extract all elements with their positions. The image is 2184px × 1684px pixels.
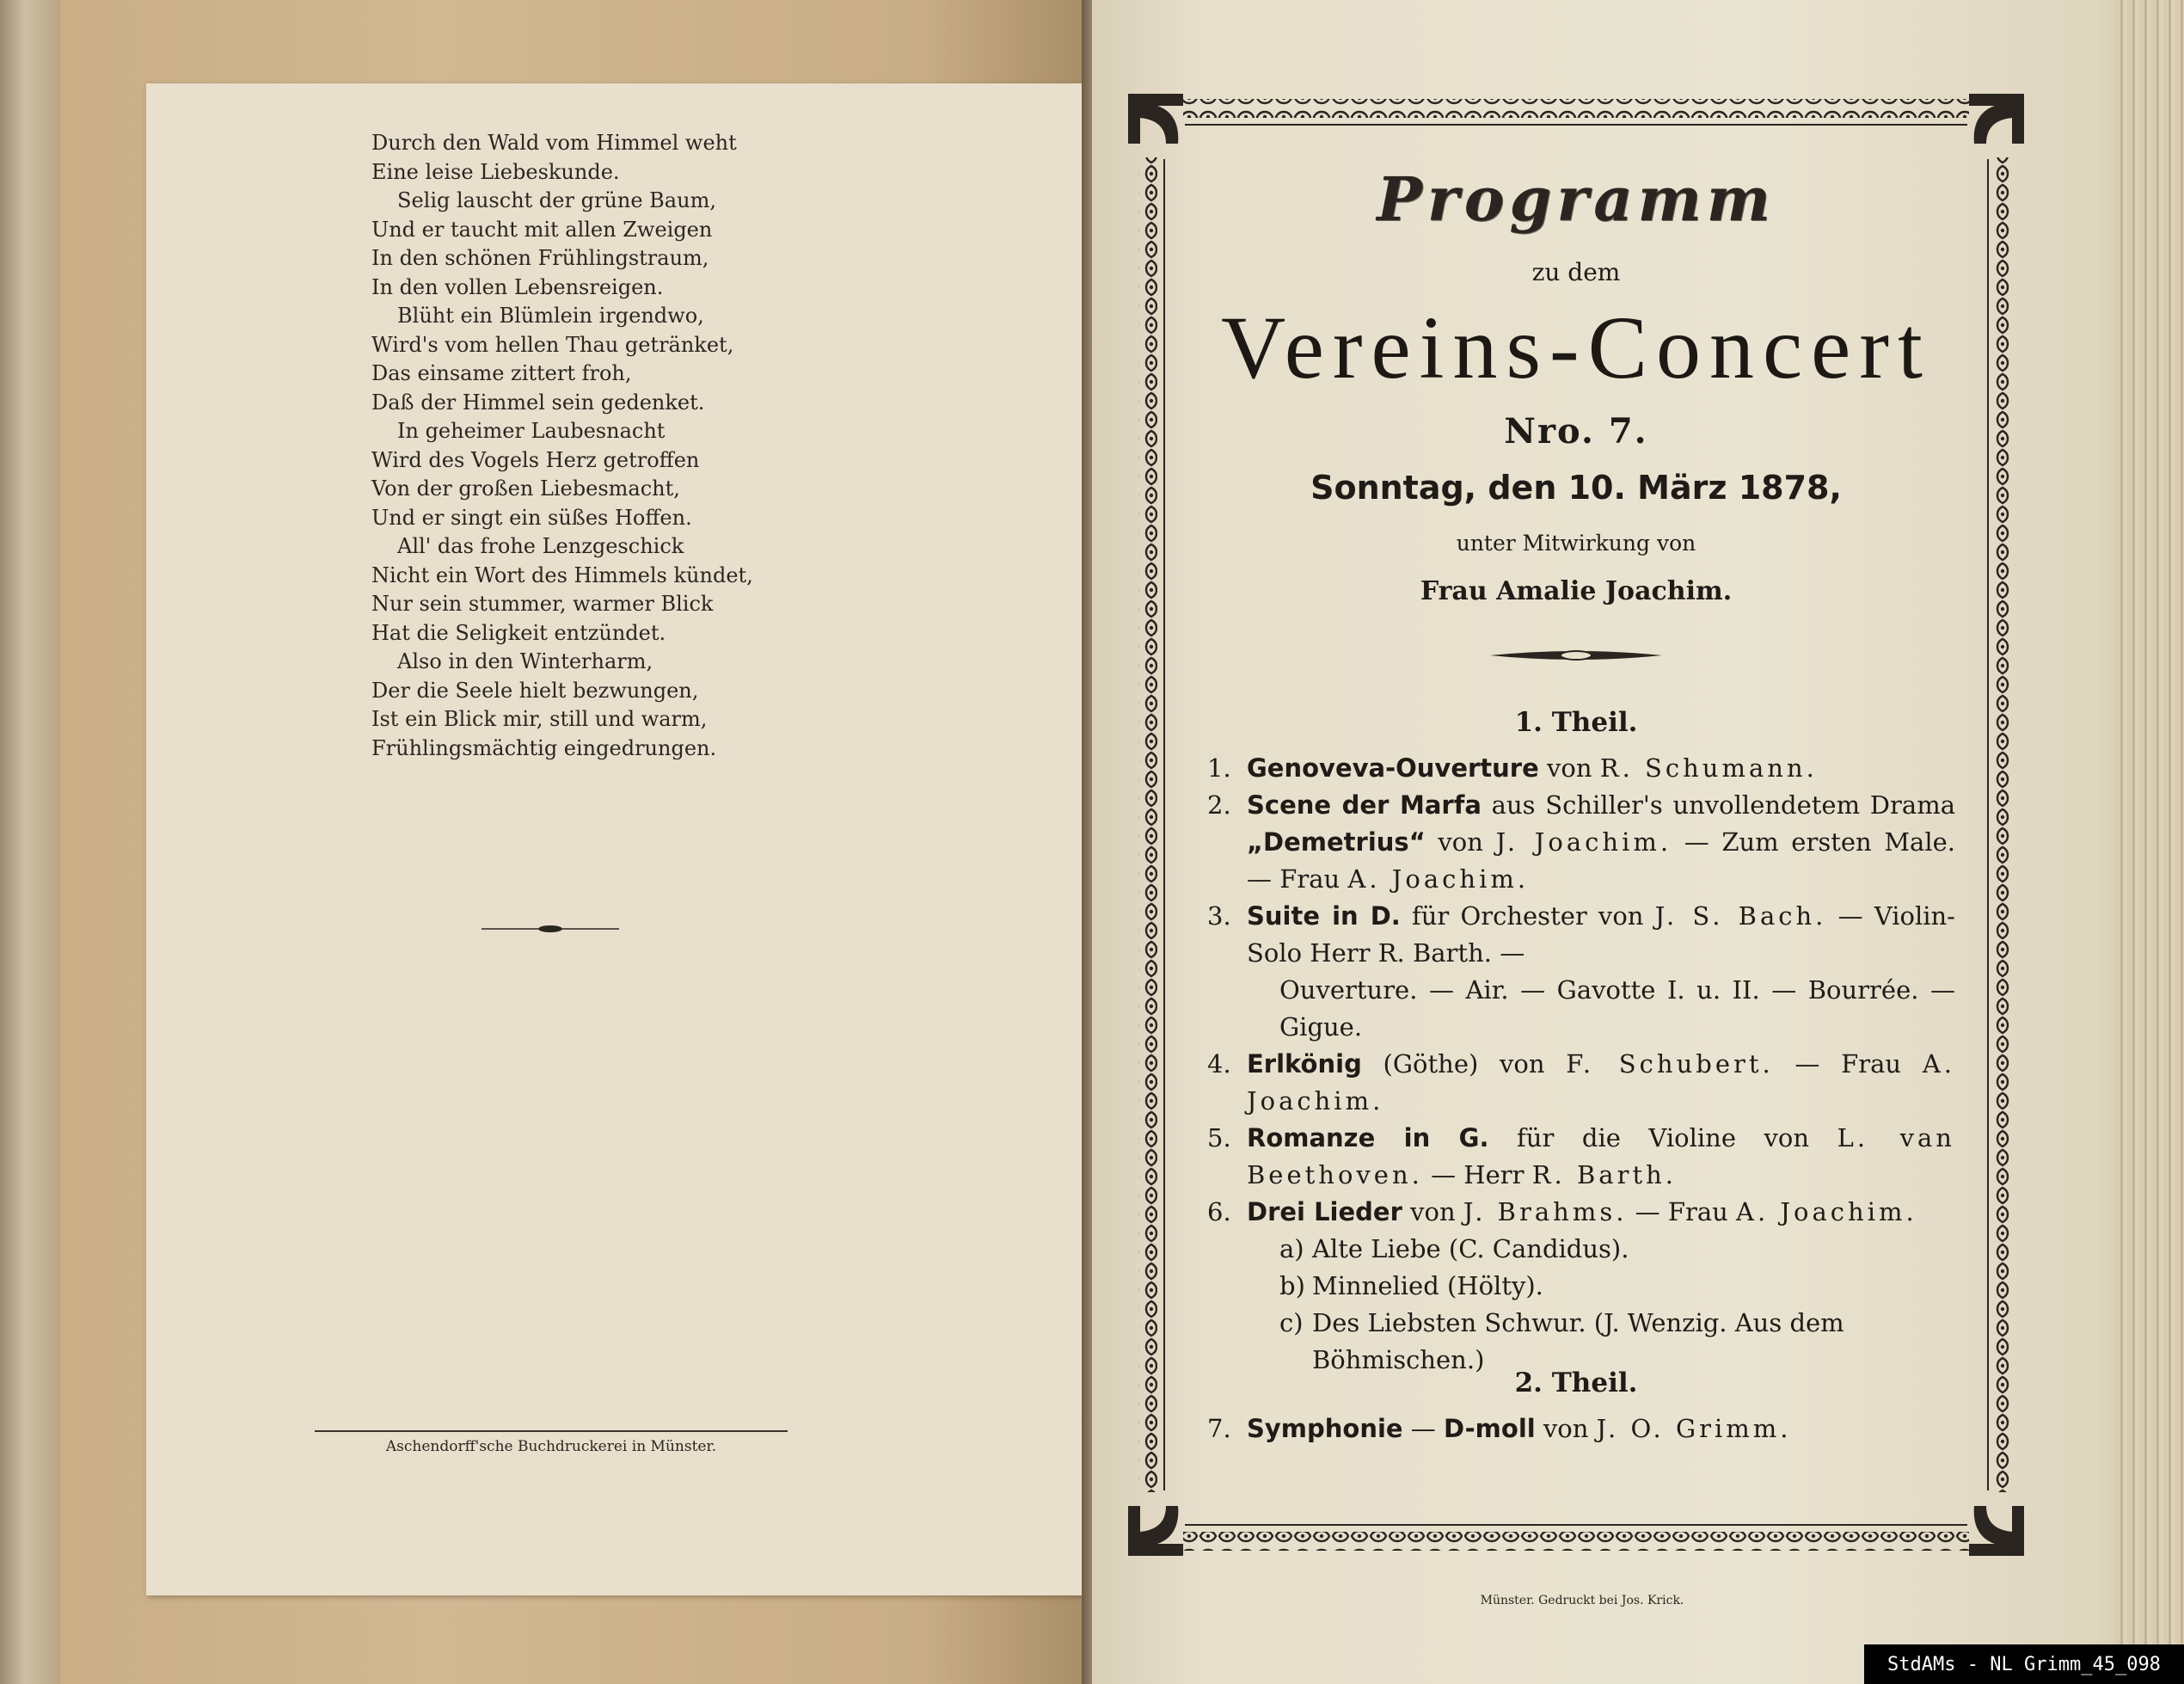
- work-title: Erlkönig: [1247, 1049, 1362, 1079]
- song-label: c): [1279, 1308, 1304, 1337]
- item-text: — Zum ersten Male. — Frau: [1247, 827, 1955, 894]
- item-number: 1.: [1207, 753, 1231, 783]
- item-text: — Violin-Solo Herr: [1247, 901, 1955, 968]
- poem-stanza: [371, 187, 853, 302]
- poem-stanza: [371, 129, 853, 187]
- poem-line: In den schönen Frühlingstraum,: [371, 246, 709, 270]
- song-title: Alte Liebe (C. Candidus).: [1312, 1234, 1629, 1263]
- item-body: [1207, 1411, 1955, 1447]
- program-list: [1207, 750, 1955, 1379]
- drama-title: „Demetrius“: [1247, 827, 1426, 857]
- poem-line: Und er taucht mit allen Zweigen: [371, 217, 713, 242]
- program-item: [1207, 787, 1955, 898]
- poem-line: In den vollen Lebensreigen.: [371, 274, 664, 299]
- item-number: 2.: [1207, 790, 1231, 820]
- divider-ornament-icon: [482, 920, 619, 937]
- composer: F. Schubert.: [1566, 1049, 1774, 1079]
- item-text: aus Schiller's unvollendetem Drama: [1481, 790, 1955, 820]
- page-edges: [2115, 0, 2184, 1684]
- poem-line: Also in den Winterharm,: [397, 649, 653, 673]
- poem-line: Nur sein stummer, warmer Blick: [371, 592, 714, 616]
- part-one-heading: 1. Theil.: [1514, 707, 1638, 738]
- song-title: Des Liebsten Schwur. (J. Wenzig. Aus dem Böhmischen.): [1312, 1308, 1844, 1374]
- poem-line: Blüht ein Blümlein irgendwo,: [397, 304, 704, 328]
- soloist-name: Frau Amalie Joachim.: [1420, 576, 1733, 606]
- item-text: —: [1402, 1414, 1445, 1443]
- poem-line: Wird des Vogels Herz getroffen: [371, 447, 700, 472]
- item-text: (Göthe) von: [1361, 1049, 1567, 1079]
- program-item: [1207, 1046, 1955, 1120]
- song-label: a): [1279, 1234, 1304, 1263]
- poem-line: All' das frohe Lenzgeschick: [397, 534, 684, 558]
- item-number: 5.: [1207, 1123, 1231, 1152]
- poem-line: Frühlingsmächtig eingedrungen.: [371, 735, 717, 760]
- part-two-heading: 2. Theil.: [1514, 1367, 1638, 1398]
- poem-line: Und er singt ein süßes Hoffen.: [371, 505, 692, 530]
- song-title: Minnelied (Hölty).: [1312, 1271, 1543, 1300]
- composer: J. S. Bach.: [1654, 901, 1827, 931]
- item-number: 3.: [1207, 901, 1231, 931]
- composer: L. van Beethoven.: [1247, 1123, 1955, 1189]
- poem-line: Daß der Himmel sein gedenket.: [371, 390, 705, 415]
- composer: J. O. Grimm.: [1596, 1414, 1792, 1443]
- subtitle-zu-dem: zu dem: [1531, 258, 1621, 286]
- right-printer-imprint: Münster. Gedruckt bei Jos. Krick.: [1480, 1594, 1684, 1607]
- poem-line: Von der großen Liebesmacht,: [371, 476, 680, 501]
- item-text: für die Violine von: [1488, 1123, 1837, 1152]
- work-title: Suite in D.: [1247, 901, 1401, 931]
- concert-number: Nro. 7.: [1504, 411, 1648, 452]
- poem: [371, 129, 853, 763]
- item-text: —: [1491, 938, 1525, 968]
- item-number: 4.: [1207, 1049, 1231, 1079]
- poem-line: Eine leise Liebeskunde.: [371, 159, 620, 184]
- left-printer-imprint: Aschendorff'sche Buchdruckerei in Münster.: [385, 1438, 717, 1455]
- composer: J. Brahms.: [1463, 1197, 1628, 1226]
- poem-line: Ist ein Blick mir, still und warm,: [371, 707, 708, 731]
- archive-label: StdAMs - NL Grimm_45_098: [1864, 1644, 2184, 1684]
- program-item: [1207, 1120, 1955, 1194]
- composer: J. Joachim.: [1495, 827, 1672, 857]
- item-text: von: [1538, 753, 1600, 783]
- work-title: Symphonie: [1247, 1414, 1403, 1443]
- program-item: [1207, 1411, 1955, 1447]
- poem-line: Das einsame zittert froh,: [371, 361, 632, 385]
- divider-ornament-icon: [1490, 645, 1662, 666]
- participation-note: unter Mitwirkung von: [1456, 531, 1696, 556]
- poem-stanza: [371, 302, 853, 417]
- concert-title: Vereins-Concert: [1221, 298, 1931, 397]
- poem-line: Wird's vom hellen Thau getränket,: [371, 332, 734, 357]
- item-text: von: [1402, 1197, 1463, 1226]
- cover-edge: [0, 0, 60, 1684]
- poem-stanza: [371, 532, 853, 648]
- song-item: [1207, 1268, 1955, 1305]
- poem-line: Durch den Wald vom Himmel weht: [371, 131, 737, 155]
- work-title: Genoveva-Ouverture: [1247, 753, 1539, 783]
- poem-line: Nicht ein Wort des Himmels kündet,: [371, 562, 753, 587]
- song-label: b): [1279, 1271, 1305, 1300]
- performer: A. Joachim.: [1347, 864, 1530, 894]
- poem-line: Hat die Seligkeit entzündet.: [371, 620, 666, 645]
- work-title: Romanze in G.: [1247, 1123, 1489, 1152]
- work-title: Scene der Marfa: [1247, 790, 1482, 820]
- work-key: D-moll: [1444, 1414, 1536, 1443]
- item-text: für Orchester von: [1400, 901, 1655, 931]
- poem-stanza: [371, 648, 853, 763]
- item-text: — Frau: [1627, 1197, 1737, 1226]
- item-text: von: [1425, 827, 1496, 857]
- poem-line: Der die Seele hielt bezwungen,: [371, 678, 699, 703]
- item-number: 7.: [1207, 1414, 1231, 1443]
- poem-line: Selig lauscht der grüne Baum,: [397, 188, 716, 212]
- poem-line: In geheimer Laubesnacht: [397, 419, 666, 443]
- item-text: — Frau: [1773, 1049, 1923, 1079]
- program-item: [1207, 898, 1955, 972]
- suite-movements: Ouverture. — Air. — Gavotte I. u. II. — Bourrée. — Gigue.: [1279, 975, 1955, 1042]
- item-text: von: [1535, 1414, 1597, 1443]
- performer: R. Barth.: [1377, 938, 1492, 968]
- song-item: [1207, 1231, 1955, 1268]
- performer: A. Joachim.: [1247, 1049, 1955, 1115]
- performer: A. Joachim.: [1736, 1197, 1917, 1226]
- item-text: — Herr: [1422, 1160, 1532, 1189]
- composer: R. Schumann.: [1599, 753, 1818, 783]
- concert-date: Sonntag, den 10. März 1878,: [1310, 469, 1842, 507]
- performer: R. Barth.: [1531, 1160, 1678, 1189]
- program-title: Programm: [1377, 163, 1776, 235]
- poem-stanza: [371, 417, 853, 532]
- work-title: Drei Lieder: [1247, 1197, 1402, 1226]
- program-item: [1207, 1194, 1955, 1231]
- item-number: 6.: [1207, 1197, 1231, 1226]
- footer-rule: [315, 1430, 788, 1432]
- program-item: [1207, 750, 1955, 787]
